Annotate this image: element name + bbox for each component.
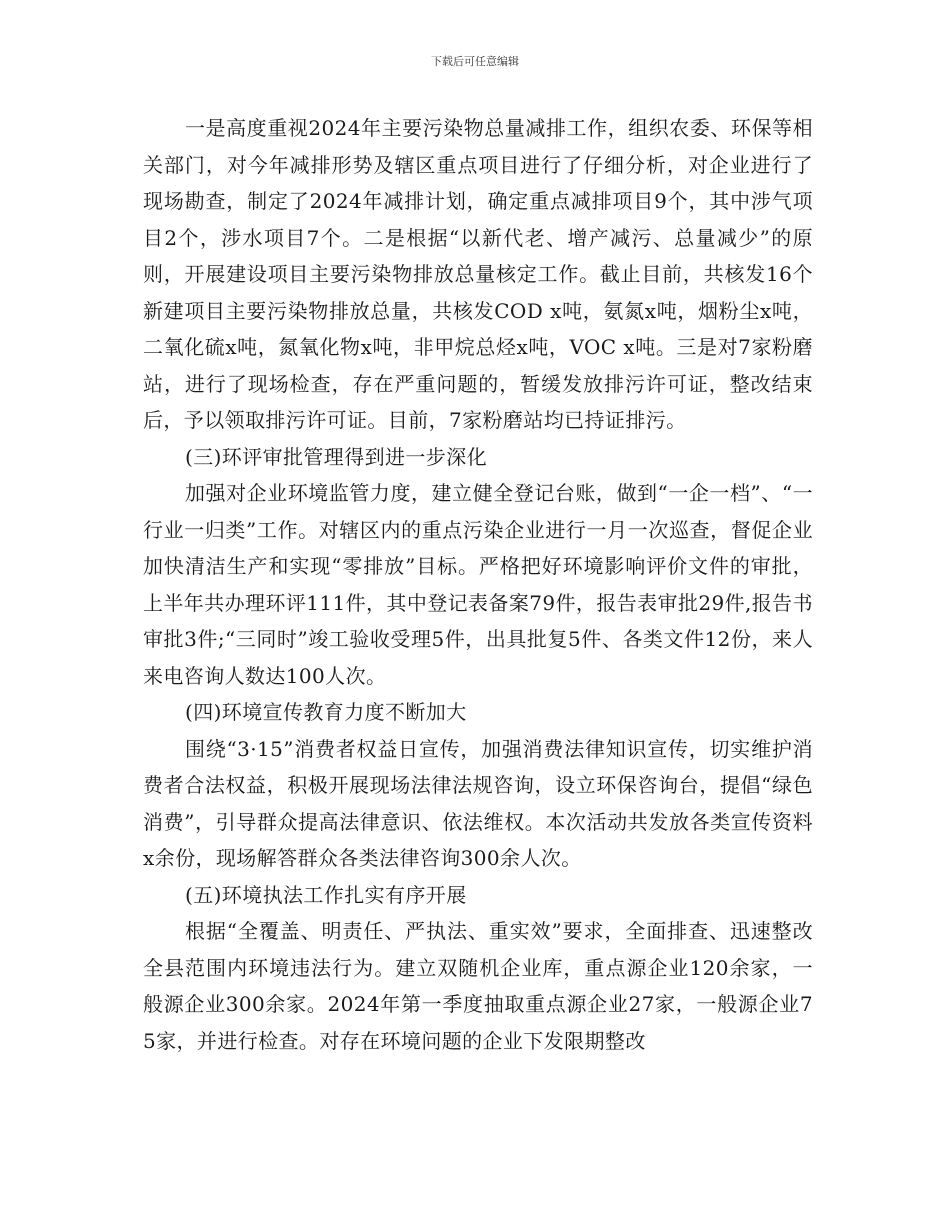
document-body (143, 110, 813, 1059)
section-heading-eia-approval: (三)环评审批管理得到进一步深化 (185, 444, 488, 469)
paragraph-publicity: 围绕“3·15”消费者权益日宣传，加强消费法律知识宣传，切实维护消费者合法权益，积极开展现场法律法规咨询，设立环保咨询台，提倡“绿色消费”，引导群众提高法律意识、依法维权。本次活动共发放各类宣传资料x余份，现场解答群众各类法律咨询300余人次。 (143, 736, 813, 870)
paragraph-eia-approval: 加强对企业环境监管力度，建立健全登记台账，做到“一企一档”、“一行业一归类”工作。对辖区内的重点污染企业进行一月一次巡查，督促企业加快清洁生产和实现“零排放”目标。严格把好环境影响评价文件的审批，上半年共办理环评111件，其中登记表备案79件，报告表审批29件,报告书审批3件;“三同时”竣工验收受理5件，出具批复5件、各类文件12份，来人来电咨询人数达100人次。 (143, 481, 813, 688)
paragraph-emission-reduction: 一是高度重视2024年主要污染物总量减排工作，组织农委、环保等相关部门，对今年减排形势及辖区重点项目进行了仔细分析，对企业进行了现场勘查，制定了2024年减排计划，确定重点减排项目9个，其中涉气项目2个，涉水项目7个。二是根据“以新代老、增产减污、总量减少”的原则，开展建设项目主要污染物排放总量核定工作。截止目前，共核发16个新建项目主要污染物排放总量，共核发COD x吨，氨氮x吨，烟粉尘x吨，二氧化硫x吨，氮氧化物x吨，非甲烷总烃x吨，VOC x吨。三是对7家粉磨站，进行了现场检查，存在严重问题的，暂缓发放排污许可证，整改结束后，予以领取排污许可证。目前，7家粉磨站均已持证排污。 (143, 116, 813, 432)
page-header: 下载后可任意编辑 (431, 55, 519, 68)
paragraph-enforcement: 根据“全覆盖、明责任、严执法、重实效”要求，全面排查、迅速整改全县范围内环境违法行为。建立双随机企业库，重点源企业120余家，一般源企业300余家。2024年第一季度抽取重点源企业27家，一般源企业75家，并进行检查。对存在环境问题的企业下发限期整改 (143, 919, 813, 1053)
section-heading-enforcement: (五)环境执法工作扎实有序开展 (185, 882, 467, 907)
section-heading-publicity: (四)环境宣传教育力度不断加大 (185, 700, 467, 724)
